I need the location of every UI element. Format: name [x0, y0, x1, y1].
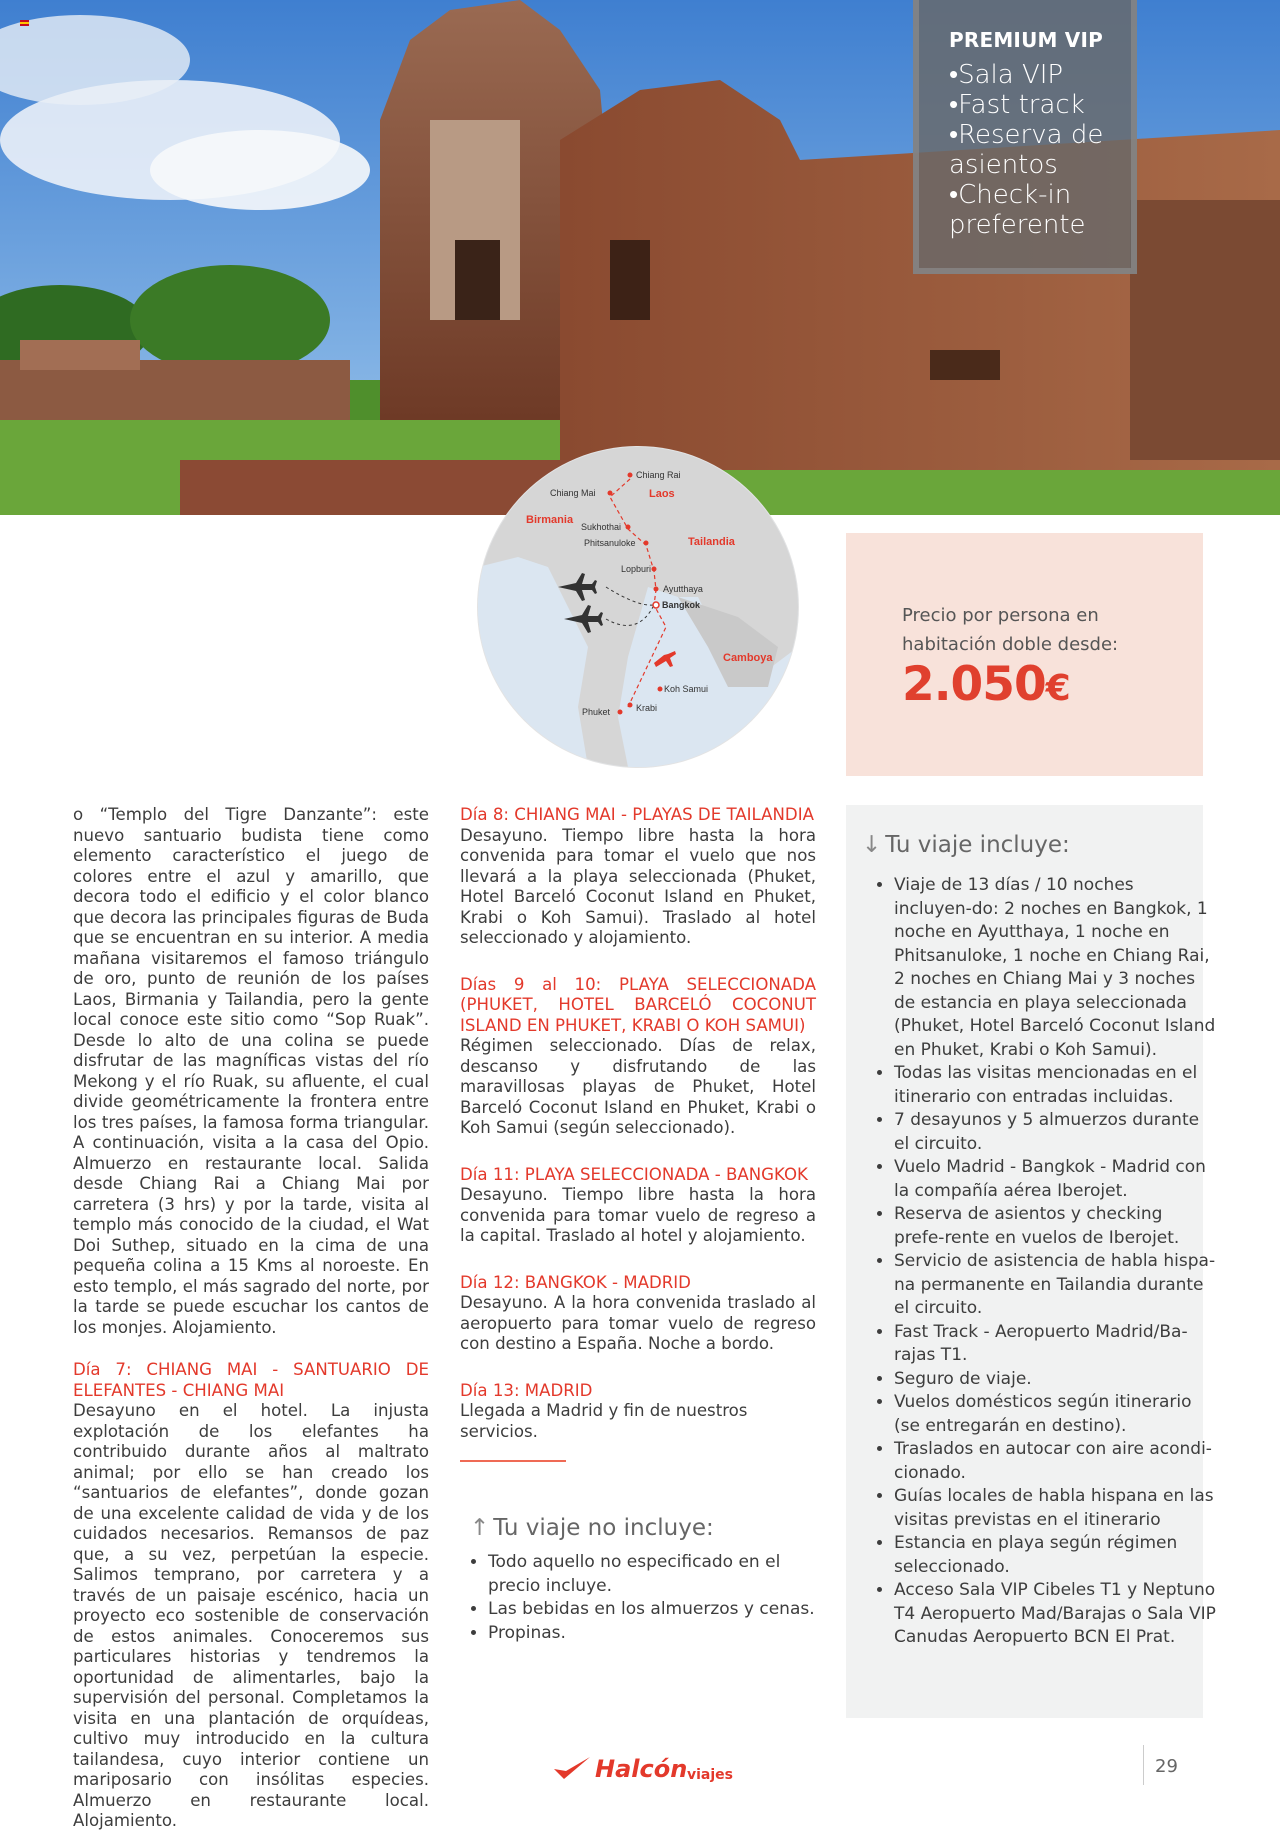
map-city-krabi: Krabi [636, 703, 658, 713]
day-block [460, 1165, 816, 1247]
list-item: • Acceso Sala VIP Cibeles T1 y Neptuno T4 Aeropuerto Mad/Barajas o Sala VIP Canudas Aeropuerto BCN El Prat. [894, 1579, 1216, 1650]
list-item: • Todas las visitas mencionadas en el itinerario con entradas incluidas. [894, 1062, 1216, 1109]
map-city-sukhothai: Sukhothai [581, 522, 622, 532]
arrow-down-icon: ↓ [862, 832, 882, 858]
day-block [460, 805, 816, 949]
included-list [876, 874, 1216, 1650]
premium-vip-list [949, 60, 1131, 240]
map-city-chiang-rai: Chiang Rai [636, 470, 681, 480]
premium-item: •Sala VIP [949, 60, 1064, 90]
list-item: • Fast Track - Aeropuerto Madrid/Ba-rajas T1. [894, 1321, 1216, 1368]
price-currency: € [1045, 668, 1070, 709]
list-item: • Vuelo Madrid - Bangkok - Madrid con la compañía aérea Iberojet. [894, 1156, 1216, 1203]
itinerary-column-1 [73, 805, 429, 1832]
itinerary-column-2 [460, 805, 816, 1468]
map-city-phuket: Phuket [582, 707, 611, 717]
price-amount: 2.050€ [902, 657, 1070, 712]
price-box [846, 533, 1203, 776]
halcon-logo [552, 1755, 733, 1787]
halcon-wing-icon [552, 1755, 592, 1783]
price-label: Precio por persona en habitación doble desde: [902, 605, 1119, 655]
day-text: Desayuno. Tiempo libre hasta la hora convenida para tomar vuelo de regreso a la capital. Traslado al hotel y alojamiento. [460, 1185, 816, 1245]
day-text: Régimen seleccionado. Días de relax, descanso y disfrutando de las maravillosas playas de Phuket, Hotel Barceló Coconut Island en Phuket, Krabi o Koh Samui (según seleccionado). [460, 1036, 816, 1137]
list-item: • Seguro de viaje. [894, 1368, 1216, 1392]
day-text: Llegada a Madrid y fin de nuestros servicios. [460, 1401, 748, 1441]
premium-item: •Check-in preferente [949, 180, 1086, 240]
day-title: Día 12: BANGKOK - MADRID [460, 1272, 691, 1292]
map-city-chiang-mai: Chiang Mai [550, 488, 596, 498]
day-title: Día 13: MADRID [460, 1380, 593, 1400]
day-title: Día 7: CHIANG MAI - SANTUARIO DE ELEFANTES - CHIANG MAI [73, 1360, 429, 1400]
arrow-up-icon: ↑ [470, 1515, 490, 1541]
brand-sub: viajes [687, 1767, 733, 1783]
spain-flag-icon [20, 20, 29, 26]
premium-vip-box [913, 0, 1137, 274]
hero-image [0, 0, 1280, 515]
not-included-section [470, 1515, 820, 1645]
not-included-title: ↑ Tu viaje no incluye: [470, 1515, 714, 1541]
footer-divider [1143, 1745, 1144, 1785]
premium-item: •Fast track [949, 90, 1085, 120]
itinerary-paragraph: o “Templo del Tigre Danzante”: este nuevo santuario budista tiene como elemento característico el juego de colores entre el azul y amarillo, que decora todo el edificio y el color blanco que decora las principales figuras de Buda que se encuentran en su interior. A media mañana visitaremos el famoso triángulo de oro, punto de reunión de los países Laos, Birmania y Tailandia, pero la gente local conoce este sitio como “Sop Ruak”. Desde lo alto de una colina se puede disfrutar de las magníficas vistas del río Mekong y el río Ruak, su afluente, el cual divide geométricamente la frontera entre los tres países, la famosa forma triangular. A continuación, visita a la casa del Opio. Almuerzo en restaurante local. Salida desde Chiang Rai a Chiang Mai por carretera (3 hrs) y por la tarde, visita al templo más conocido de la ciudad, el Wat Doi Suthep, situado en la cima de una pequeña colina a 15 Kms al noroeste. En esto templo, el más sagrado del norte, por la tarde se puede escuchar los cantos de los monjes. Alojamiento. [73, 805, 429, 1337]
list-item: • Las bebidas en los almuerzos y cenas. [488, 1598, 820, 1622]
list-item: • Servicio de asistencia de habla hispa-na permanente en Tailandia durante el circuito. [894, 1250, 1216, 1321]
list-item: • 7 desayunos y 5 almuerzos durante el circuito. [894, 1109, 1216, 1156]
day-text: Desayuno en el hotel. La injusta explotación de los elefantes ha contribuido durante años al maltrato animal; por ello se han creado los “santuarios de elefantes”, donde gozan de una excelente calidad de vida y de los cuidados necesarios. Remansos de paz que, a su vez, perpetúan la especie. Salimos temprano, por carretera y a través de un paisaje escénico, hacia un proyecto eco sostenible de conservación de estos animales. Conoceremos sus particulares historias y tendremos la oportunidad de alimentarles, bajo la supervisión del personal. Completamos la visita en una plantación de orquídeas, cultivo muy introducido en la cultura tailandesa, cuyo interior contiene un mariposario con insólitas especies. Almuerzo en restaurante local. Alojamiento. [73, 1401, 429, 1830]
list-item: • Reserva de asientos y checking prefe-rente en vuelos de Iberojet. [894, 1203, 1216, 1250]
day-block [460, 975, 816, 1139]
map-label-camboya: Camboya [723, 652, 773, 664]
thailand-map [478, 447, 798, 767]
list-item: • Viaje de 13 días / 10 noches incluyen-do: 2 noches en Bangkok, 1 noche en Ayutthaya, 1 noche en Phitsanuloke, 1 noche en Chiang Rai, 2 noches en Chiang Mai y 3 noches de estancia en playa seleccionada (Phuket, Hotel Barceló Coconut Island en Phuket, Krabi o Koh Samui). [894, 874, 1216, 1062]
map-city-phitsanuloke: Phitsanuloke [584, 538, 636, 548]
brand-name: Halcón [595, 1755, 688, 1783]
list-item: • Propinas. [488, 1622, 820, 1646]
list-item: • Vuelos domésticos según itinerario (se entregarán en destino). [894, 1391, 1216, 1438]
map-label-laos: Laos [649, 488, 675, 500]
day-text: Desayuno. A la hora convenida traslado al aeropuerto para tomar vuelo de regreso con destino a España. Noche a bordo. [460, 1293, 816, 1353]
day-title: Día 8: CHIANG MAI - PLAYAS DE TAILANDIA [460, 805, 814, 824]
map-city-lopburi: Lopburi [621, 564, 652, 574]
included-title: ↓ Tu viaje incluye: [862, 832, 1070, 858]
divider [460, 1460, 566, 1462]
map-city-bangkok: Bangkok [662, 600, 701, 610]
day-block [460, 1273, 816, 1355]
route-map [478, 447, 798, 767]
premium-vip-title: PREMIUM VIP [949, 28, 1103, 52]
list-item: • Guías locales de habla hispana en las visitas previstas en el itinerario [894, 1485, 1216, 1532]
list-item: • Traslados en autocar con aire acondi-cionado. [894, 1438, 1216, 1485]
list-item: • Estancia en playa según régimen seleccionado. [894, 1532, 1216, 1579]
day-text: Desayuno. Tiempo libre hasta la hora convenida para tomar el vuelo que nos llevará a la playa seleccionada (Phuket, Hotel Barceló Coconut Island en Phuket, Krabi o Koh Samui). Traslado al hotel seleccionado y alojamiento. [460, 825, 816, 947]
map-city-ayutthaya: Ayutthaya [663, 584, 703, 594]
included-section [846, 805, 1216, 1718]
not-included-list [470, 1551, 820, 1645]
map-city-koh-samui: Koh Samui [664, 684, 709, 694]
list-item: • Todo aquello no especificado en el precio incluye. [488, 1551, 820, 1598]
map-label-tailandia: Tailandia [688, 536, 735, 548]
premium-item: •Reserva de asientos [949, 120, 1104, 180]
day-block [460, 1381, 816, 1443]
day-title: Día 11: PLAYA SELECCIONADA - BANGKOK [460, 1164, 808, 1184]
page-number: 29 [1155, 1756, 1178, 1777]
day-title: Días 9 al 10: PLAYA SELECCIONADA (PHUKET, HOTEL BARCELÓ COCONUT ISLAND EN PHUKET, KRABI O KOH SAMUI) [460, 974, 816, 1035]
map-label-birmania: Birmania [526, 514, 574, 526]
